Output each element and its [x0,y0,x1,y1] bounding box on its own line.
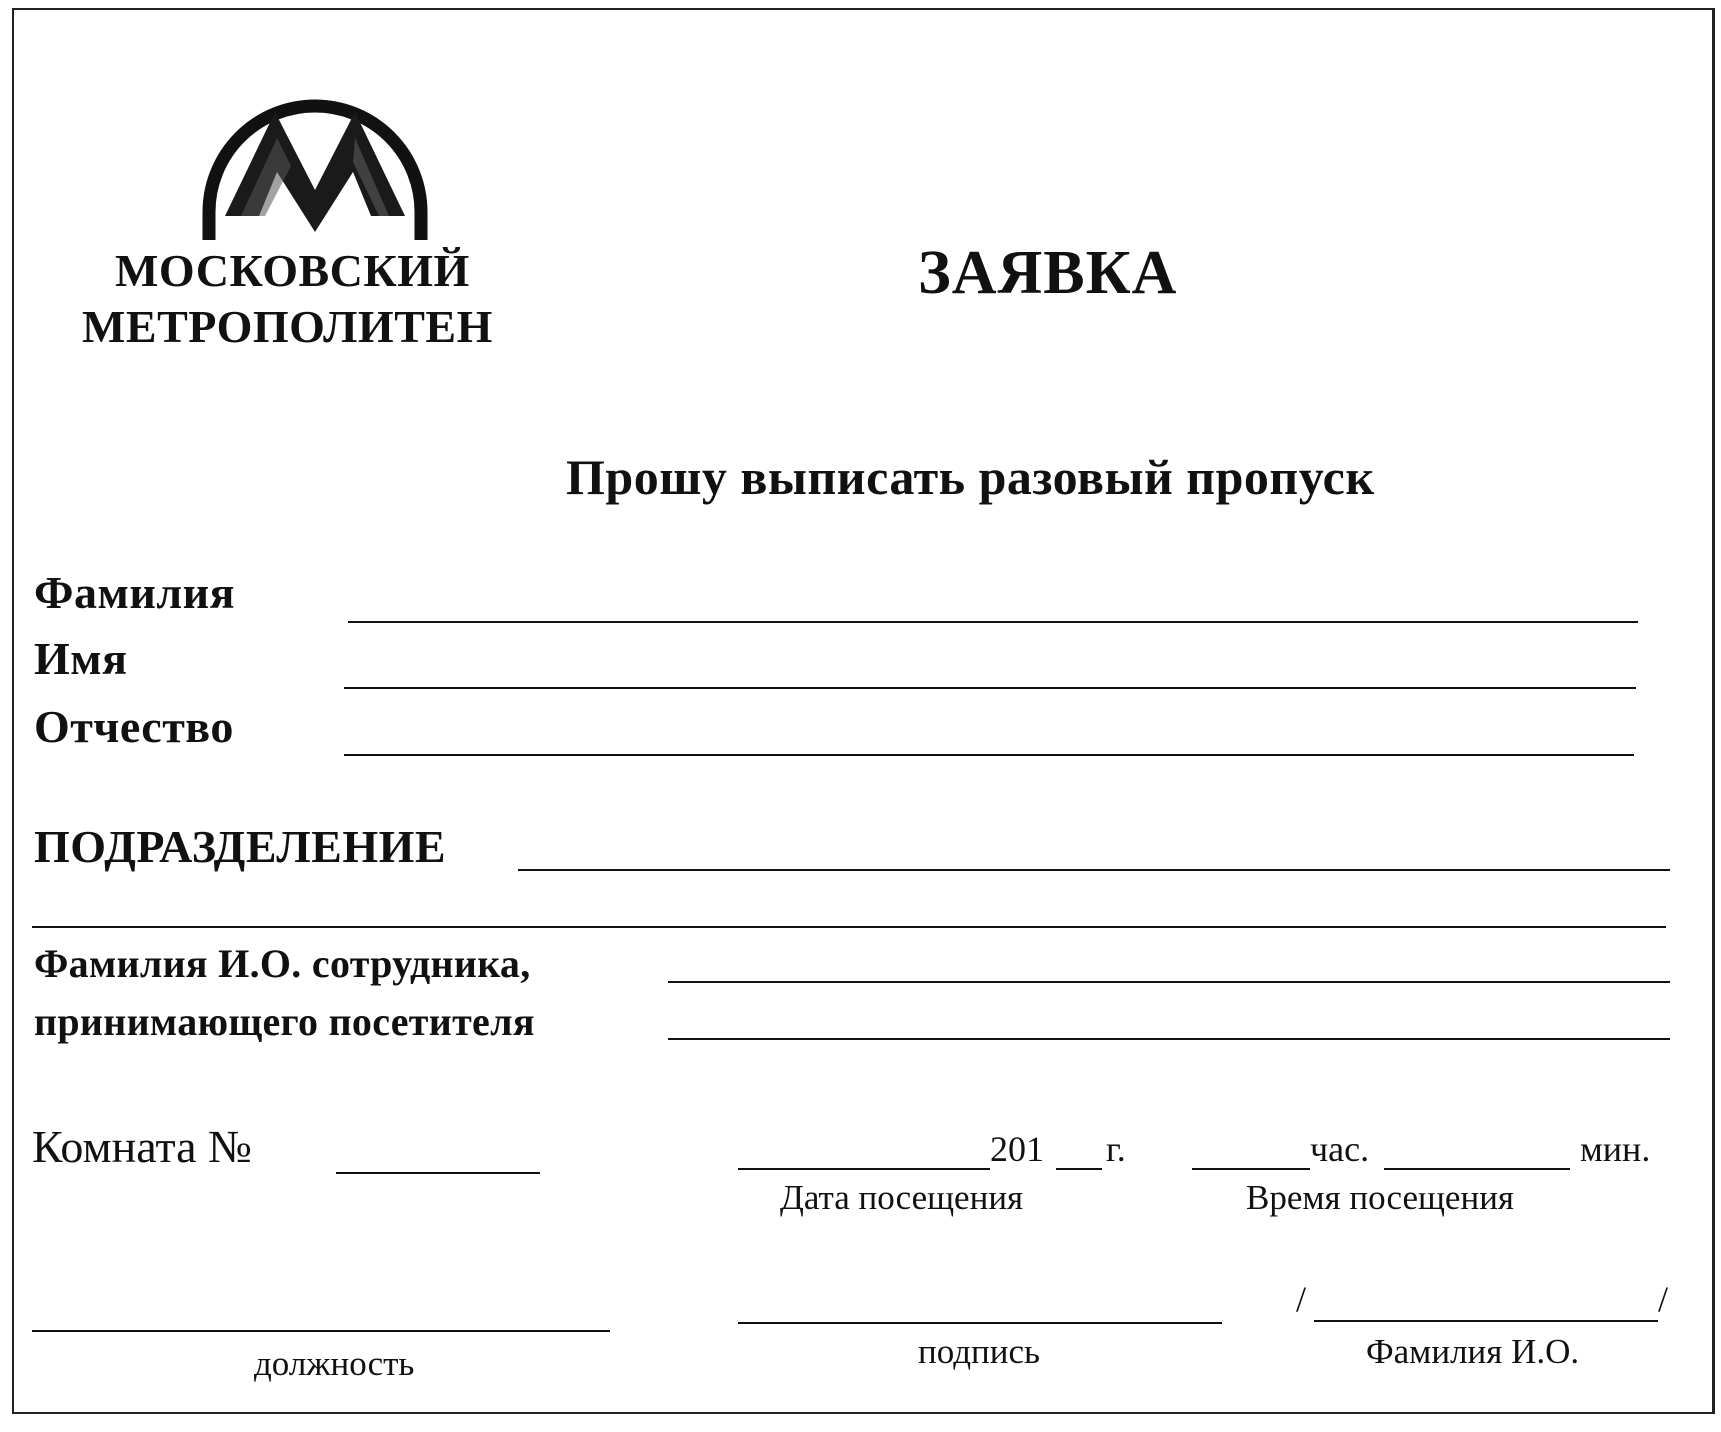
signatory-name-field[interactable] [1314,1320,1658,1322]
form-subtitle: Прошу выписать разовый пропуск [566,449,1375,505]
patronymic-field[interactable] [344,754,1634,756]
surname-label: Фамилия [34,567,236,618]
year-field[interactable] [1056,1168,1102,1170]
minutes-field[interactable] [1384,1168,1570,1170]
time-caption: Время посещения [1246,1178,1515,1217]
employee-field-line1[interactable] [668,981,1670,983]
signature-caption: подпись [918,1332,1040,1371]
org-name-line2: МЕТРОПОЛИТЕН [82,301,493,352]
minutes-label: мин. [1580,1129,1651,1169]
name-label: Имя [34,633,128,684]
hours-label: час. [1310,1129,1370,1169]
room-field[interactable] [336,1172,540,1174]
signature-field[interactable] [738,1322,1222,1324]
moscow-metro-logo-icon [195,92,435,244]
employee-field-line2[interactable] [668,1038,1670,1040]
date-field[interactable] [738,1168,990,1170]
employee-label-line2: принимающего посетителя [34,999,535,1044]
name-slash-left: / [1296,1279,1307,1319]
name-field[interactable] [344,687,1636,689]
form-title: ЗАЯВКА [918,239,1178,307]
surname-field[interactable] [348,621,1638,623]
room-label: Комната № [32,1121,252,1172]
year-prefix: 201 [990,1129,1044,1169]
position-field[interactable] [32,1330,610,1332]
name-slash-right: / [1658,1279,1669,1319]
year-suffix: г. [1106,1129,1126,1169]
patronymic-label: Отчество [34,701,234,752]
date-caption: Дата посещения [780,1178,1024,1217]
signatory-name-caption: Фамилия И.О. [1366,1332,1580,1371]
org-name-line1: МОСКОВСКИЙ [115,245,470,296]
position-caption: должность [254,1344,415,1383]
employee-label-line1: Фамилия И.О. сотрудника, [34,941,531,986]
hours-field[interactable] [1192,1168,1310,1170]
department-field[interactable] [518,869,1670,871]
department-label: ПОДРАЗДЕЛЕНИЕ [34,821,447,872]
department-field-continuation[interactable] [32,926,1666,928]
